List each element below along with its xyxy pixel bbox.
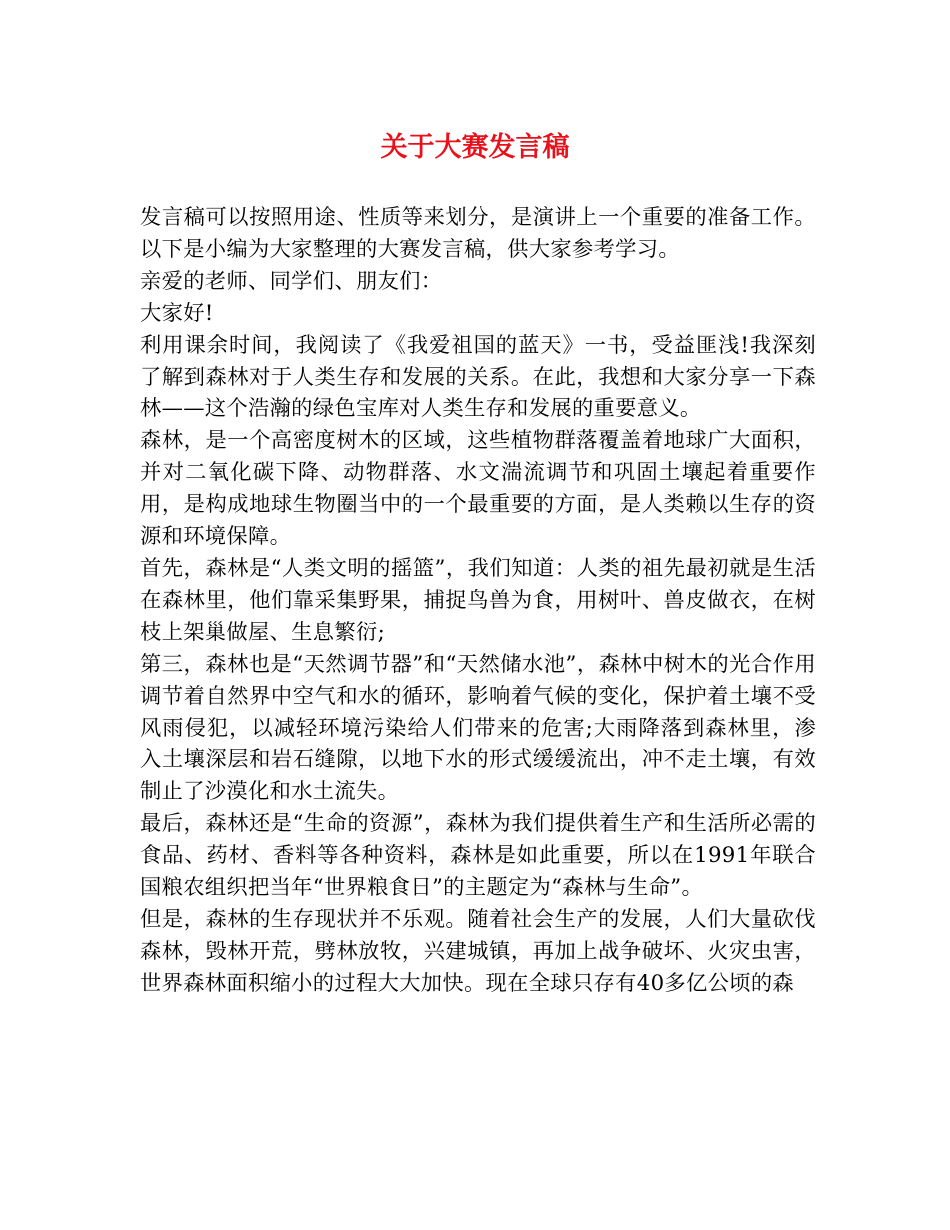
paragraph-last-point: 最后，森林还是“生命的资源”，森林为我们提供着生产和生活所必需的食品、药材、香料等各种资料，森林是如此重要，所以在1991年联合国粮农组织把当年“世界粮食日”的主题定为“森林与生命”。 <box>140 811 816 901</box>
paragraph-third-point: 第三，森林也是“天然调节器”和“天然储水池”，森林中树木的光合作用调节着自然界中空气和水的循环，影响着气候的变化，保护着土壤不受风雨侵犯，以减轻环境污染给人们带来的危害;大雨降落到森林里，渗入土壤深层和岩石缝隙，以地下水的形式缓缓流出，冲不走土壤，有效制止了沙漠化和水土流失。 <box>140 651 816 805</box>
paragraph-forest-definition: 森林，是一个高密度树木的区域，这些植物群落覆盖着地球广大面积，并对二氧化碳下降、动物群落、水文湍流调节和巩固土壤起着重要作用，是构成地球生物圈当中的一个最重要的方面，是人类赖以生存的资源和环境保障。 <box>140 428 816 550</box>
paragraph-first-point: 首先，森林是“人类文明的摇篮”，我们知道：人类的祖先最初就是生活在森林里，他们靠采集野果，捕捉鸟兽为食，用树叶、兽皮做衣，在树枝上架巢做屋、生息繁衍; <box>140 555 816 645</box>
document-body <box>140 202 816 1000</box>
paragraph-intro: 发言稿可以按照用途、性质等来划分，是演讲上一个重要的准备工作。以下是小编为大家整理的大赛发言稿，供大家参考学习。 <box>140 205 816 262</box>
paragraph-salutation: 亲爱的老师、同学们、朋友们： <box>140 268 443 294</box>
paragraph-current-status: 但是，森林的生存现状并不乐观。随着社会生产的发展，人们大量砍伐森林，毁林开荒，劈林放牧，兴建城镇，再加上战争破坏、火灾虫害，世界森林面积缩小的过程大大加快。现在全球只存有40多亿公顷的森 <box>140 906 816 996</box>
document-title: 关于大赛发言稿 <box>380 132 570 163</box>
paragraph-greeting: 大家好! <box>140 300 214 326</box>
paragraph-reading: 利用课余时间，我阅读了《我爱祖国的蓝天》一书，受益匪浅!我深刻了解到森林对于人类生存和发展的关系。在此，我想和大家分享一下森林——这个浩瀚的绿色宝库对人类生存和发展的重要意义。 <box>140 332 816 422</box>
